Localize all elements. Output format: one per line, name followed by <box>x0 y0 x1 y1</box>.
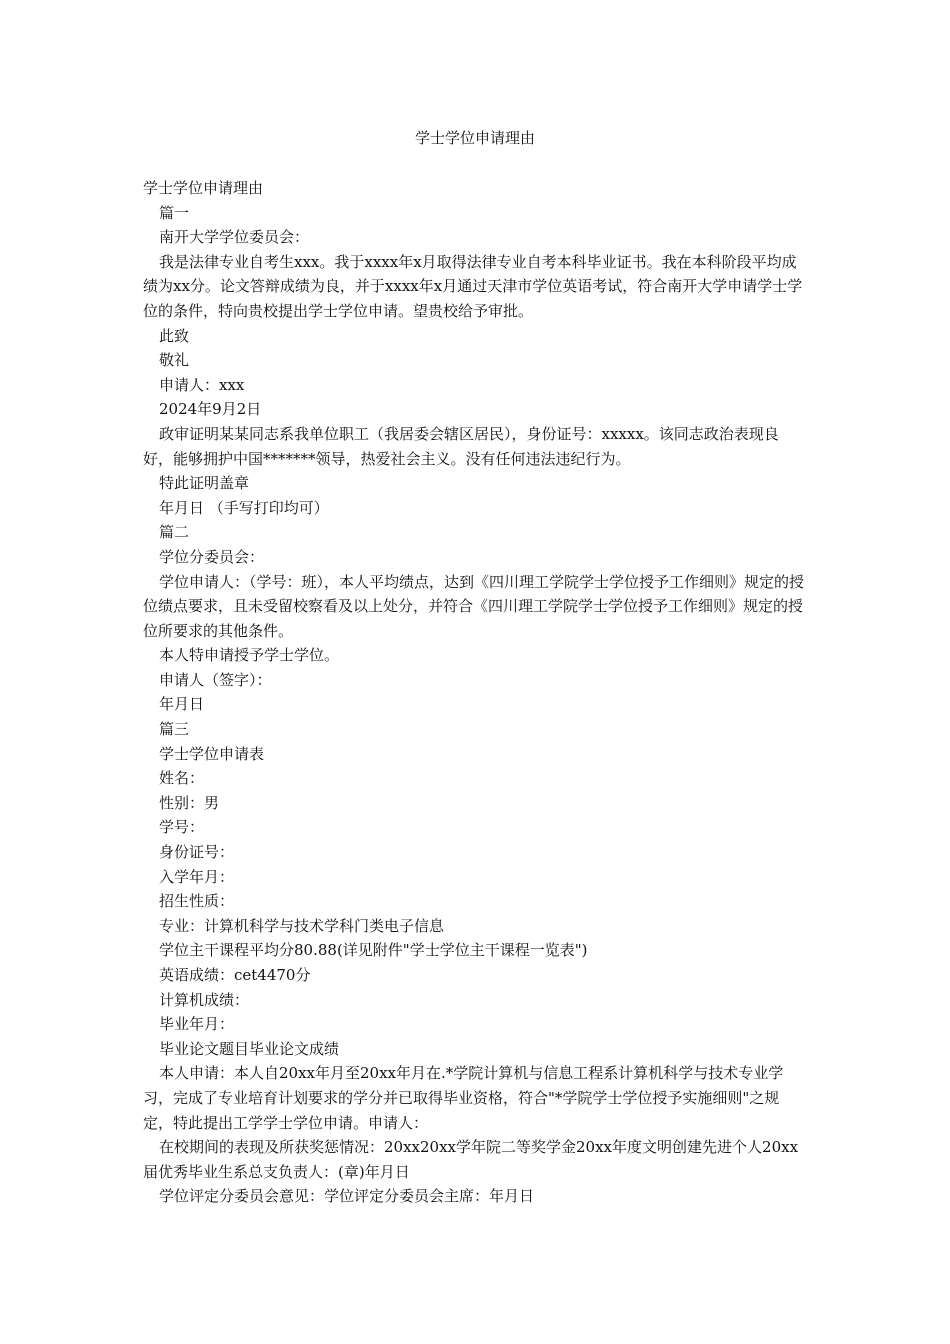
applicant-line: 申请人：xxx <box>159 375 245 394</box>
date-line: 年月日 <box>159 695 205 714</box>
body-paragraph: 本人特申请授予学士学位。 <box>159 646 340 665</box>
body-paragraph: 本人申请：本人自20xx年月至20xx年月在.*学院计算机与信息工程系计算机科学与技术专业学习，完成了专业培育计划要求的学分并已取得毕业资格，符合"*学院学士学位授予实施细则"之规定，特此提出工学学士学位申请。申请人： <box>143 1064 784 1132</box>
form-field: 招生性质： <box>159 892 235 911</box>
closing-line: 敬礼 <box>159 351 190 370</box>
page-title: 学士学位申请理由 <box>414 129 535 147</box>
form-field: 英语成绩：cet4470分 <box>159 966 311 984</box>
form-field: 毕业年月： <box>159 1015 235 1034</box>
body-heading: 学士学位申请理由 <box>143 179 264 197</box>
form-field: 专业：计算机科学与技术学科门类电子信息 <box>159 916 445 935</box>
form-field: 学位主干课程平均分80.88(详见附件"学士学位主干课程一览表") <box>159 941 588 960</box>
section-label-2: 篇二 <box>159 523 190 542</box>
date-line: 年月日 （手写打印均可） <box>159 498 329 517</box>
section-label-1: 篇一 <box>159 203 190 222</box>
section-label-3: 篇三 <box>159 720 190 739</box>
form-field: 入学年月： <box>159 867 235 886</box>
signature-line: 申请人（签字）： <box>159 670 272 689</box>
form-field: 身份证号： <box>159 843 235 862</box>
certification-line: 特此证明盖章 <box>159 474 250 493</box>
document-body <box>143 176 808 1209</box>
form-field: 姓名： <box>159 769 205 788</box>
salutation: 南开大学学位委员会： <box>159 228 310 247</box>
body-paragraph: 学位评定分委员会意见：学位评定分委员会主席：年月日 <box>159 1187 535 1206</box>
body-paragraph: 政审证明某某同志系我单位职工（我居委会辖区居民），身份证号：xxxxx。该同志政治表现良好，能够拥护中国*******领导，热爱社会主义。没有任何违法违纪行为。 <box>143 424 779 468</box>
body-paragraph: 我是法律专业自考生xxx。我于xxxx年x月取得法律专业自考本科毕业证书。我在本科阶段平均成绩为xx分。论文答辩成绩为良，并于xxxx年x月通过天津市学位英语考试，符合南开大学申请学士学位的条件，特向贵校提出学士学位申请。望贵校给予审批。 <box>143 252 803 320</box>
date-line: 2024年9月2日 <box>159 400 262 419</box>
form-field: 毕业论文题目毕业论文成绩 <box>159 1039 340 1058</box>
salutation: 学位分委员会： <box>159 547 265 566</box>
form-field: 学号： <box>159 818 205 837</box>
body-paragraph: 在校期间的表现及所获奖惩情况：20xx20xx学年院二等奖学金20xx年度文明创建先进个人20xx届优秀毕业生系总支负责人：(章)年月日 <box>143 1138 799 1181</box>
closing-line: 此致 <box>159 326 190 345</box>
form-field: 性别：男 <box>159 793 220 812</box>
form-title: 学士学位申请表 <box>159 744 265 763</box>
form-field: 计算机成绩： <box>159 990 250 1009</box>
body-paragraph: 学位申请人：（学号：班），本人平均绩点，达到《四川理工学院学士学位授予工作细则》规定的授位绩点要求，且未受留校察看及以上处分，并符合《四川理工学院学士学位授予工作细则》规定的授位所要求的其他条件。 <box>143 572 805 640</box>
